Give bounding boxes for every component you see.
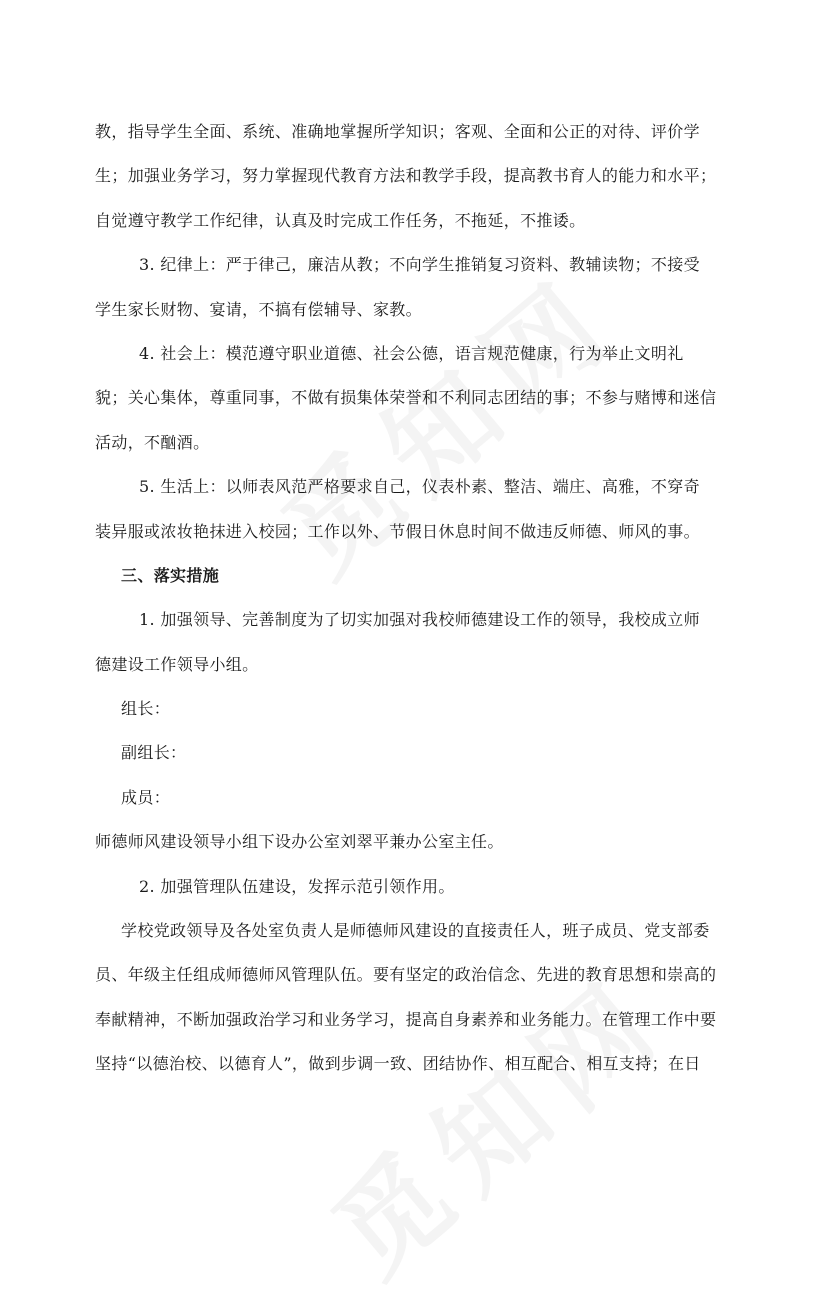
paragraph-line: 3. 纪律上：严于律己，廉洁从教；不向学生推销复习资料、教辅读物；不接受 xyxy=(139,255,700,275)
paragraph-line: 生；加强业务学习，努力掌握现代教育方法和教学手段，提高教书育人的能力和水平； xyxy=(95,166,717,186)
paragraph-line: 副组长： xyxy=(121,743,187,763)
paragraph-line: 装异服或浓妆艳抹进入校园；工作以外、节假日休息时间不做违反师德、师风的事。 xyxy=(95,521,700,541)
paragraph-line: 自觉遵守教学工作纪律，认真及时完成工作任务，不拖延，不推诿。 xyxy=(95,210,586,230)
paragraph-line: 2. 加强管理队伍建设，发挥示范引领作用。 xyxy=(139,876,455,896)
paragraph-line: 员、年级主任组成师德师风管理队伍。要有坚定的政治信念、先进的教育思想和崇高的 xyxy=(95,965,717,985)
paragraph-line: 活动，不酗酒。 xyxy=(95,432,210,452)
paragraph-line: 4. 社会上：模范遵守职业道德、社会公德，语言规范健康，行为举止文明礼 xyxy=(139,343,684,363)
paragraph-line: 学校党政领导及各处室负责人是师德师风建设的直接责任人，班子成员、党支部委 xyxy=(121,921,710,941)
paragraph-line: 貌；关心集体，尊重同事，不做有损集体荣誉和不利同志团结的事；不参与赌博和迷信 xyxy=(95,388,717,408)
paragraph-line: 1. 加强领导、完善制度为了切实加强对我校师德建设工作的领导，我校成立师 xyxy=(139,610,700,630)
paragraph-line: 5. 生活上：以师表风范严格要求自己，仪表朴素、整洁、端庄、高雅，不穿奇 xyxy=(139,477,700,497)
document-body xyxy=(95,110,720,1087)
paragraph-line: 师德师风建设领导小组下设办公室刘翠平兼办公室主任。 xyxy=(95,832,504,852)
paragraph-line: 组长： xyxy=(121,699,171,719)
paragraph-line: 奉献精神，不断加强政治学习和业务学习，提高自身素养和业务能力。在管理工作中要 xyxy=(95,1009,717,1029)
paragraph-line: 教，指导学生全面、系统、准确地掌握所学知识；客观、全面和公正的对待、评价学 xyxy=(95,122,700,141)
paragraph-line: 德建设工作领导小组。 xyxy=(95,654,259,674)
paragraph-line: 成员： xyxy=(121,787,171,807)
paragraph-line: 学生家长财物、宴请，不搞有偿辅导、家教。 xyxy=(95,299,423,319)
section-heading: 三、落实措施 xyxy=(121,565,220,585)
paragraph-line: 坚持“以德治校、以德育人”，做到步调一致、团结协作、相互配合、相互支持；在日 xyxy=(95,1054,701,1074)
